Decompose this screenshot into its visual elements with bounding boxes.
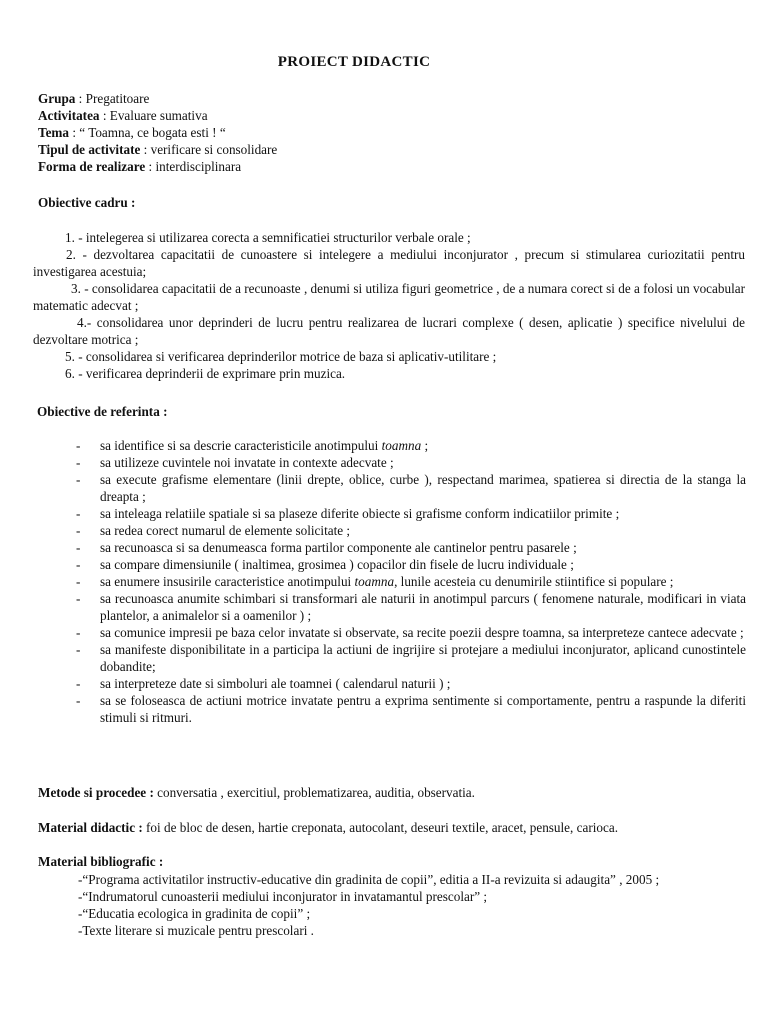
info-value: interdisciplinara (155, 159, 242, 174)
objective-text-part: sa identifice si sa descrie caracteristicile anotimpului (100, 438, 382, 453)
methods-label: Metode si procedee : (38, 785, 154, 800)
info-row-activitatea (38, 107, 277, 124)
material-line (38, 819, 618, 836)
objective-number: 3. - (71, 281, 92, 296)
objective-frame-item (33, 246, 745, 280)
info-row-tema (38, 124, 277, 141)
bibliography-item: -“Programa activitatilor instructiv-educative din gradinita de copii”, editia a II-a revizuita si adaugita” , 2005 ; (78, 872, 660, 887)
bullet-dash: - (76, 625, 81, 640)
objective-text: verificarea deprinderii de exprimare prin muzica. (85, 366, 346, 381)
objective-frame-item (33, 280, 745, 314)
bullet-dash: - (76, 506, 81, 521)
bibliography-list (78, 871, 659, 939)
info-label: Tema (38, 125, 70, 140)
info-row-tipul (38, 141, 277, 158)
bibliography-item: -Texte literare si muzicale pentru prescolari . (78, 923, 314, 938)
objective-text: sa compare dimensiunile ( inaltimea, grosimea ) copacilor din fisele de lucru individuale ; (100, 557, 574, 572)
info-row-forma (38, 158, 277, 175)
objectives-frame-list (33, 229, 745, 382)
bullet-dash: - (76, 676, 81, 691)
list-item (76, 522, 746, 539)
info-row-grupa (38, 90, 277, 107)
list-item (76, 505, 746, 522)
info-value: “ Toamna, ce bogata esti ! “ (79, 125, 226, 140)
list-item (76, 454, 746, 471)
bullet-dash: - (76, 574, 81, 589)
bullet-dash: - (76, 523, 81, 538)
info-separator: : (75, 91, 86, 106)
objective-text (100, 573, 746, 590)
objective-text (100, 437, 746, 454)
objective-frame-item (33, 348, 745, 365)
info-block (38, 90, 277, 175)
list-item (76, 641, 746, 675)
bullet-dash: - (76, 693, 81, 708)
list-item (76, 675, 746, 692)
info-separator: : (69, 125, 80, 140)
info-value: verificare si consolidare (150, 142, 278, 157)
list-item (76, 692, 746, 726)
objective-text: sa recunoasca si sa denumeasca forma partilor componente ale cantinelor pentru pasarele ; (100, 540, 577, 555)
info-label: Grupa (38, 91, 76, 106)
objective-frame-item (33, 314, 745, 348)
objective-text: sa manifeste disponibilitate in a participa la actiuni de ingrijire si protejare a mediului inconjurator, aplicand cunostintele dobandite; (100, 642, 746, 674)
objective-emphasis: toamna (354, 574, 395, 589)
list-item (76, 556, 746, 573)
objective-text: consolidarea capacitatii de a recunoaste , denumi si utiliza figuri geometrice , de a numara corect si de a folosi un vocabular matematic adecvat ; (33, 281, 745, 313)
info-label: Activitatea (38, 108, 100, 123)
objective-text: consolidarea si verificarea deprinderilor motrice de baza si aplicativ-utilitare ; (85, 349, 497, 364)
info-label: Forma de realizare (38, 159, 146, 174)
bullet-dash: - (76, 642, 81, 657)
bullet-dash: - (76, 438, 81, 453)
info-separator: : (99, 108, 110, 123)
objective-number: 6. - (65, 366, 86, 381)
bibliography-item: -“Indrumatorul cunoasterii mediului inconjurator in invatamantul prescolar” ; (78, 889, 488, 904)
bullet-dash: - (76, 540, 81, 555)
objective-frame-item (33, 229, 745, 246)
objective-number: 4.- (77, 315, 97, 330)
document-title: PROIECT DIDACTIC (277, 54, 431, 70)
objective-text: sa redea corect numarul de elemente solicitate ; (100, 523, 351, 538)
objectives-reference-heading: Obiective de referinta : (37, 404, 168, 419)
list-item (76, 573, 746, 590)
info-separator: : (145, 159, 156, 174)
methods-line (38, 784, 475, 801)
methods-value: conversatia , exercitiul, problematizarea, auditia, observatia. (153, 785, 475, 800)
objective-number: 1. - (65, 230, 86, 245)
objective-text-part: sa enumere insusirile caracteristice anotimpului (100, 574, 355, 589)
objective-text: consolidarea unor deprinderi de lucru pentru realizarea de lucrari complexe ( desen, aplicatie ) specifice nivelului de dezvoltare motrica ; (33, 315, 745, 347)
bibliography-item: -“Educatia ecologica in gradinita de copii” ; (78, 906, 311, 921)
objective-number: 2. - (66, 247, 94, 262)
objective-text-part: , lunile acesteia cu denumirile stiintifice si populare ; (394, 574, 674, 589)
material-label: Material didactic : (38, 820, 143, 835)
objective-emphasis: toamna (381, 438, 422, 453)
info-label: Tipul de activitate (38, 142, 141, 157)
objective-text: sa se foloseasca de actiuni motrice invatate pentru a exprima sentimente si comportamente, pentru a raspunde la diferiti stimuli si ritmuri. (100, 693, 746, 725)
list-item (76, 624, 746, 641)
objective-text: dezvoltarea capacitatii de cunoastere si intelegere a mediului inconjurator , precum si stimularea curiozitatii pentru investigarea acestuia; (33, 247, 745, 279)
info-value: Pregatitoare (85, 91, 150, 106)
objective-text: sa inteleaga relatiile spatiale si sa plaseze diferite obiecte si grafisme conform indicatiilor primite ; (100, 506, 620, 521)
objective-text: sa execute grafisme elementare (linii drepte, oblice, curbe ), respectand marimea, spatierea si directia de la stanga la dreapta ; (100, 472, 746, 504)
bullet-dash: - (76, 472, 81, 487)
bullet-dash: - (76, 591, 81, 606)
objective-number: 5. - (65, 349, 86, 364)
list-item (76, 437, 746, 454)
info-value: Evaluare sumativa (109, 108, 208, 123)
objective-text: sa interpreteze date si simboluri ale toamnei ( calendarul naturii ) ; (100, 676, 451, 691)
objective-text: sa comunice impresii pe baza celor invatate si observate, sa recite poezii despre toamna, sa interpreteze cantece adecvate ; (100, 625, 744, 640)
objective-text: sa utilizeze cuvintele noi invatate in contexte adecvate ; (100, 455, 394, 470)
bullet-dash: - (76, 455, 81, 470)
objective-text: intelegerea si utilizarea corecta a semnificatiei structurilor verbale orale ; (85, 230, 471, 245)
objectives-frame-heading: Obiective cadru : (38, 195, 136, 210)
objective-text: sa recunoasca anumite schimbari si transformari ale naturii in anotimpul parcurs ( fenomene naturale, modificari in viata plantelor, a animalelor si a oamenilor ) ; (100, 591, 746, 623)
objective-text-part: ; (421, 438, 429, 453)
bibliography-heading: Material bibliografic : (38, 854, 164, 869)
objectives-reference-list (76, 437, 746, 726)
list-item (76, 590, 746, 624)
objective-frame-item (33, 365, 745, 382)
material-value: foi de bloc de desen, hartie creponata, autocolant, deseuri textile, aracet, pensule, carioca. (142, 820, 618, 835)
bullet-dash: - (76, 557, 81, 572)
list-item (76, 471, 746, 505)
list-item (76, 539, 746, 556)
info-separator: : (140, 142, 151, 157)
